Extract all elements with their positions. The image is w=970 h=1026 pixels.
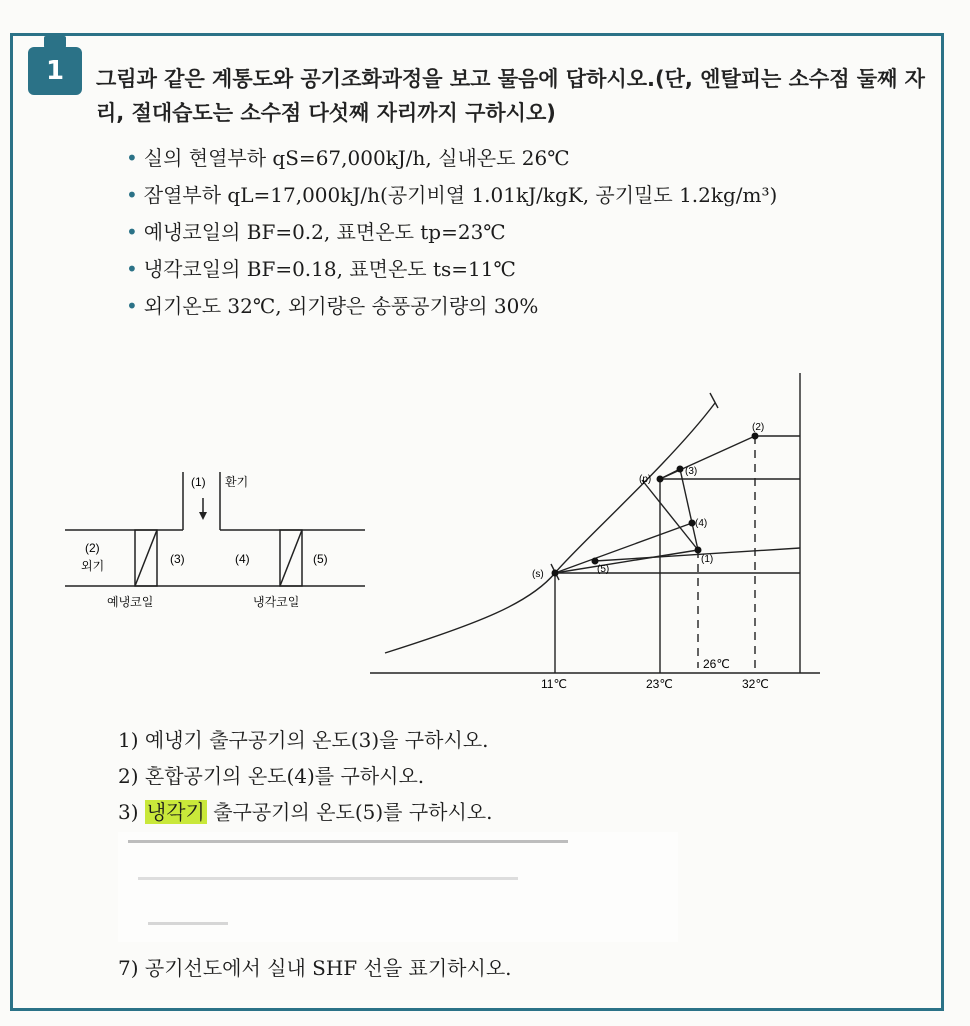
- point-s-label: (s): [532, 569, 544, 580]
- temp-11-label: 11℃: [541, 677, 567, 691]
- point-1-marker: [695, 547, 702, 554]
- outdoor-label: 외기: [81, 559, 105, 573]
- subquestion-list: [118, 722, 492, 830]
- precool-coil-label: 예냉코일: [107, 595, 154, 609]
- highlighted-term: 냉각기: [146, 800, 205, 824]
- point-2-label: (2): [752, 422, 765, 433]
- point-3-label: (3): [685, 466, 698, 477]
- exhaust-number: (1): [191, 475, 206, 489]
- condition-item: • 잠열부하 qL=17,000kJ/h(공기비열 1.01kJ/kgK, 공기밀도 1.2kg/m³): [126, 177, 777, 214]
- point-1-label: (1): [701, 554, 714, 565]
- temp-23-label: 23℃: [646, 677, 673, 691]
- point-5-label: (5): [313, 552, 328, 566]
- subquestion-3: [118, 794, 492, 830]
- subquestion-2: 2) 혼합공기의 온도(4)를 구하시오.: [118, 764, 425, 788]
- point-p-marker: [657, 476, 664, 483]
- temp-32-label: 32℃: [742, 677, 769, 691]
- point-p-label: (p): [639, 474, 652, 485]
- outdoor-number: (2): [85, 541, 100, 555]
- subquestion-3-number: 3): [118, 800, 139, 824]
- problem-number-badge: 1: [28, 47, 82, 95]
- condition-list: [126, 140, 777, 325]
- exhaust-label: 환기: [225, 475, 249, 489]
- point-4-label: (4): [695, 518, 708, 529]
- temp-26-label: 26℃: [703, 657, 730, 671]
- condition-item: • 냉각코일의 BF=0.18, 표면온도 ts=11℃: [126, 251, 777, 288]
- psychrometric-chart: [360, 368, 830, 698]
- condition-item: • 예냉코일의 BF=0.2, 표면온도 tp=23℃: [126, 214, 777, 251]
- cooling-coil-label: 냉각코일: [253, 595, 300, 609]
- subquestion-1: 1) 예냉기 출구공기의 온도(3)을 구하시오.: [118, 728, 489, 752]
- problem-question: 그림과 같은 계통도와 공기조화과정을 보고 물음에 답하시오.(단, 엔탈피는 소수점 둘째 자리, 절대습도는 소수점 다섯째 자리까지 구하시오): [96, 67, 925, 125]
- point-s-marker: [552, 570, 559, 577]
- condition-item: • 실의 현열부하 qS=67,000kJ/h, 실내온도 26℃: [126, 140, 777, 177]
- point-3-marker: [677, 466, 684, 473]
- point-5-label: (5): [597, 564, 610, 575]
- point-2-marker: [752, 433, 759, 440]
- condition-item: • 외기온도 32℃, 외기량은 송풍공기량의 30%: [126, 288, 777, 325]
- system-schematic: [55, 460, 375, 620]
- subquestion-3-text: 출구공기의 온도(5)를 구하시오.: [213, 800, 493, 824]
- point-3-label: (3): [170, 552, 185, 566]
- obscured-region: [118, 832, 678, 942]
- point-4-label: (4): [235, 552, 250, 566]
- subquestion-7: 7) 공기선도에서 실내 SHF 선을 표기하시오.: [118, 956, 512, 980]
